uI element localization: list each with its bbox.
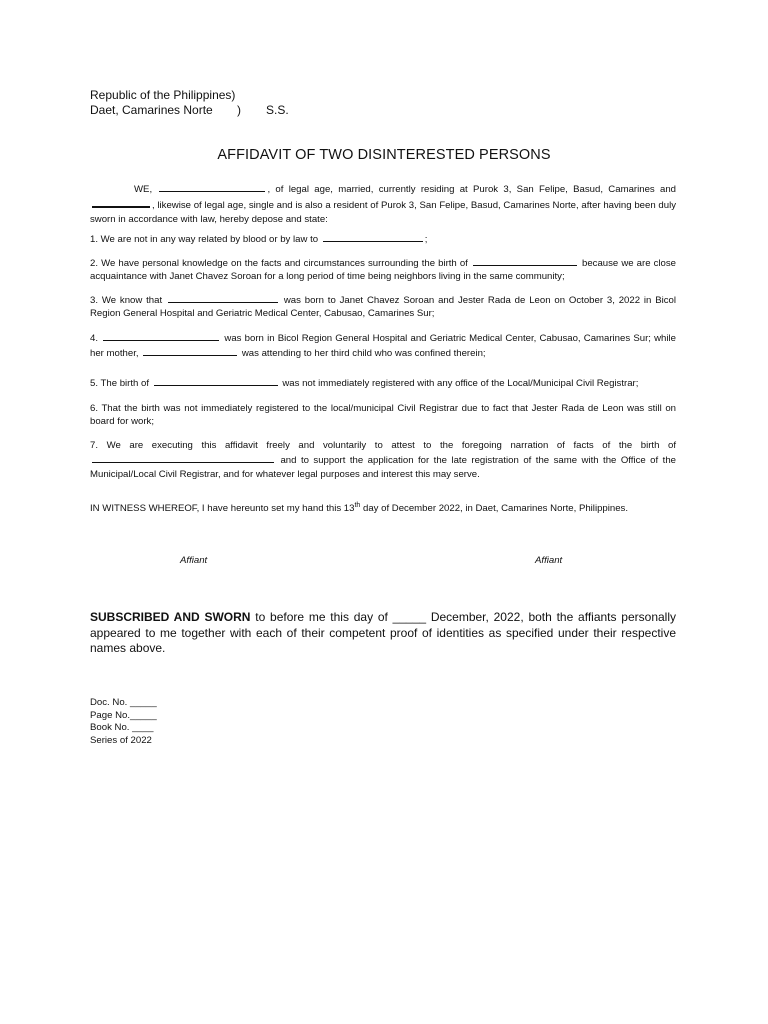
notarial-register [90, 697, 157, 747]
book-number: Book No. ____ [90, 722, 154, 733]
header-paren: ) [237, 103, 241, 117]
intro-paragraph: WE, , of legal age, married, currently residing at Purok 3, San Felipe, Basud, Camarines and , likewise of legal age, single and is also a resident of Purok 3, San Felipe, Basud, Camarines Norte, after having been duly sworn in accordance with law, hereby depose and state: [90, 181, 676, 226]
header-ss: S.S. [266, 103, 289, 117]
witness-paragraph: IN WITNESS WHEREOF, I have hereunto set my hand this 13th day of December 2022, in Daet, Camarines Norte, Philippines. [90, 501, 629, 514]
paragraph-5: 5. The birth of was not immediately registered with any office of the Local/Municipal Civil Registrar; [90, 375, 676, 390]
blank-p4-child[interactable] [103, 330, 219, 341]
blank-p3[interactable] [168, 292, 278, 303]
header-venue: Daet, Camarines Norte [90, 103, 213, 117]
header-republic: Republic of the Philippines) [90, 88, 236, 102]
blank-affiant-1[interactable] [159, 181, 265, 192]
paragraph-6: 6. That the birth was not immediately registered to the local/municipal Civil Registrar due to fact that Jester Rada de Leon was still on board for work; [90, 403, 676, 428]
paragraph-7: 7. We are executing this affidavit freely and voluntarily to attest to the foregoing narration of facts of the birth of and to support the application for the late registration of the same with the Office of the Municipal/Local Civil Registrar, and for whatever legal purposes and interest this may serve. [90, 440, 676, 480]
blank-p2[interactable] [473, 255, 577, 266]
blank-p5[interactable] [154, 375, 278, 386]
paragraph-1: 1. We are not in any way related by blood or by law to ; [90, 231, 676, 246]
series-year: Series of 2022 [90, 734, 152, 746]
affiant-label-right: Affiant [535, 555, 563, 566]
blank-affiant-2[interactable] [92, 196, 150, 208]
affiant-label-left: Affiant [180, 555, 208, 566]
paragraph-4: 4. was born in Bicol Region General Hospital and Geriatric Medical Center, Cabusao, Camarines Sur; while her mother, was attending to her third child who was confined therein; [90, 330, 676, 361]
page-number: Page No._____ [90, 709, 157, 721]
blank-p4-mother[interactable] [143, 345, 237, 356]
paragraph-3: 3. We know that was born to Janet Chavez Soroan and Jester Rada de Leon on October 3, 2022 in Bicol Region General Hospital and Geriatric Medical Center, Cabusao, Camarines Sur; [90, 292, 676, 321]
document-title: AFFIDAVIT OF TWO DISINTERESTED PERSONS [217, 147, 551, 163]
jurat-paragraph: SUBSCRIBED AND SWORN to before me this day of _____ December, 2022, both the affiants personally appeared to me together with each of their competent proof of identities as specified under their respective names above. [90, 610, 676, 655]
paragraph-2: 2. We have personal knowledge on the facts and circumstances surrounding the birth of because we are close acquaintance with Janet Chavez Soroan for a long period of time being neighbors living in the same community; [90, 255, 676, 284]
doc-number: Doc. No. _____ [90, 697, 157, 708]
blank-p7[interactable] [92, 452, 274, 463]
blank-p1[interactable] [323, 231, 423, 242]
